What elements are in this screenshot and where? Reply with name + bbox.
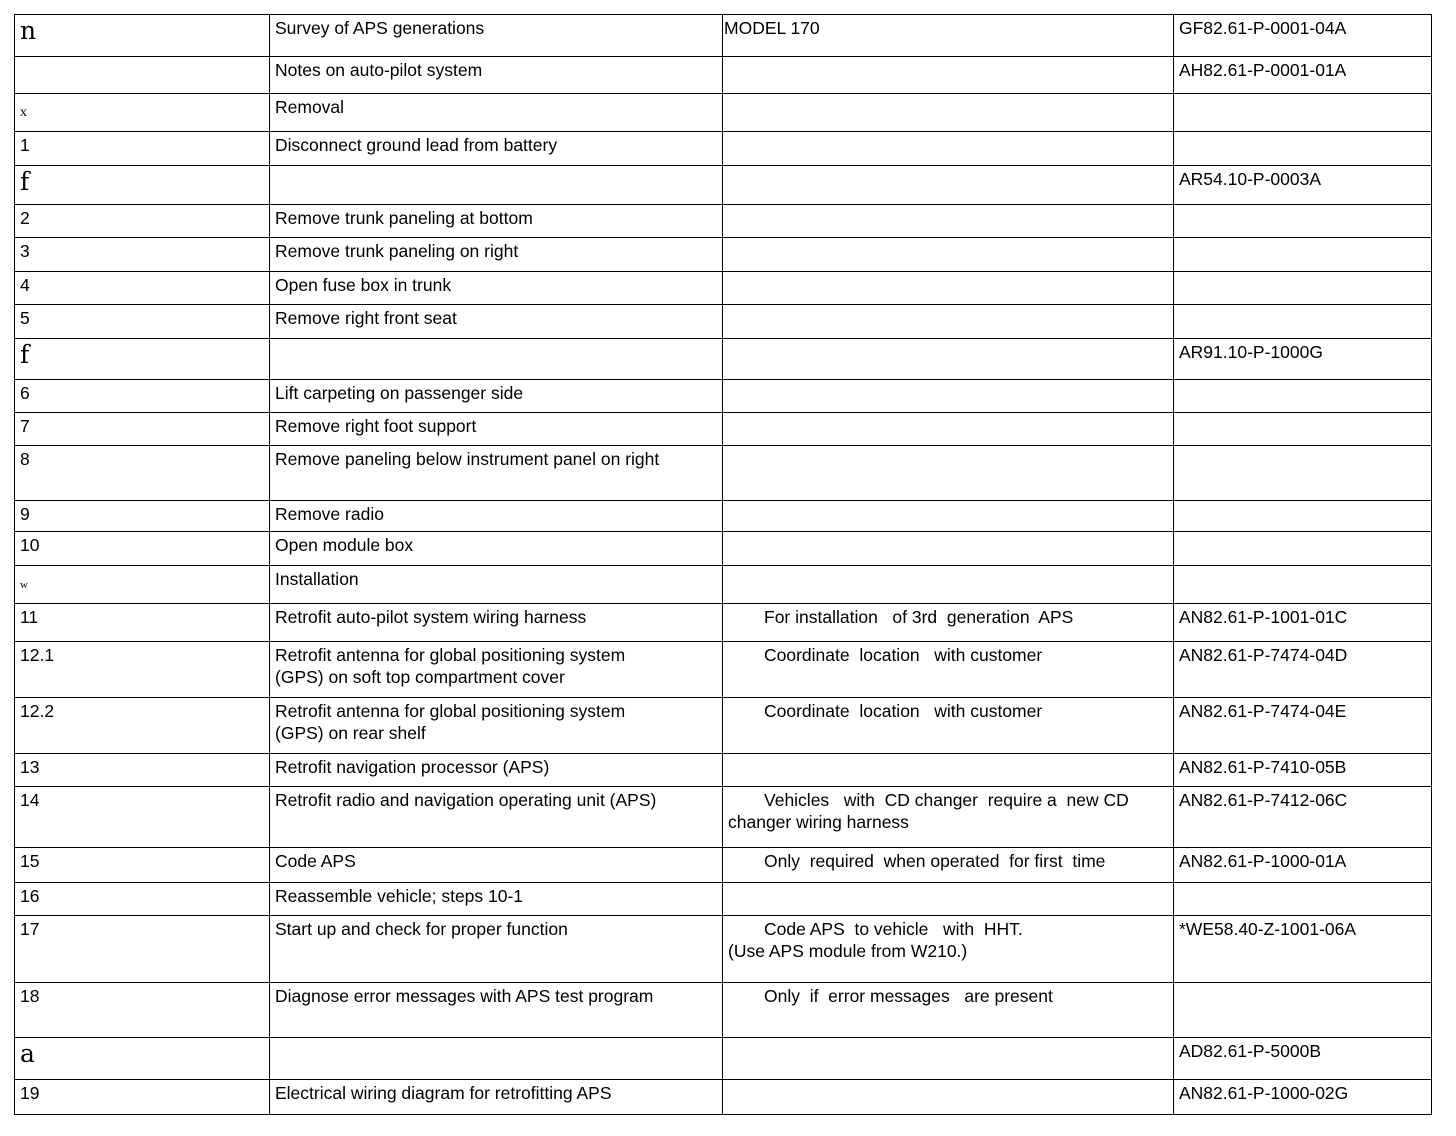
step-cell xyxy=(15,57,270,94)
step-label: f xyxy=(20,167,30,196)
instruction-cell xyxy=(270,205,723,238)
table-row xyxy=(15,1080,1432,1115)
step-label: 18 xyxy=(20,986,40,1006)
reference-cell xyxy=(1174,94,1432,132)
reference-code: AN82.61-P-7410-05B xyxy=(1179,757,1347,777)
instruction-cell xyxy=(270,532,723,566)
note-text: Vehicles with CD changer require a new CD changer wiring harness xyxy=(728,790,1134,832)
step-cell xyxy=(15,1080,270,1115)
instruction-cell xyxy=(270,916,723,983)
table-row xyxy=(15,132,1432,166)
table-row xyxy=(15,642,1432,698)
reference-code: AN82.61-P-7474-04D xyxy=(1179,645,1348,665)
instruction-text: Retrofit radio and navigation operating unit (APS) xyxy=(275,790,657,810)
instruction-text: Diagnose error messages with APS test program xyxy=(275,986,654,1006)
step-label: 6 xyxy=(20,383,30,403)
reference-code: AN82.61-P-1001-01C xyxy=(1179,607,1348,627)
instruction-cell xyxy=(270,604,723,642)
table-row xyxy=(15,238,1432,272)
table-row xyxy=(15,205,1432,238)
reference-cell xyxy=(1174,883,1432,916)
reference-cell xyxy=(1174,380,1432,413)
note-cell xyxy=(723,339,1174,380)
note-cell xyxy=(723,166,1174,205)
table-row xyxy=(15,305,1432,339)
table-row xyxy=(15,983,1432,1038)
reference-cell xyxy=(1174,166,1432,205)
instruction-cell xyxy=(270,339,723,380)
instruction-text: Disconnect ground lead from battery xyxy=(275,135,558,155)
table-row xyxy=(15,413,1432,446)
step-cell xyxy=(15,916,270,983)
instruction-text: Lift carpeting on passenger side xyxy=(275,383,524,403)
instruction-text: Retrofit auto-pilot system wiring harness xyxy=(275,607,587,627)
step-label: 10 xyxy=(20,535,40,555)
note-cell xyxy=(723,501,1174,532)
reference-code: AN82.61-P-7412-06C xyxy=(1179,790,1348,810)
note-cell xyxy=(723,642,1174,698)
step-label: 16 xyxy=(20,886,40,906)
instruction-text: Remove radio xyxy=(275,504,384,524)
note-cell xyxy=(723,532,1174,566)
note-text: MODEL 170 xyxy=(724,18,820,38)
table-row xyxy=(15,166,1432,205)
instruction-cell xyxy=(270,166,723,205)
note-text: Only required when operated for first time xyxy=(764,851,1106,871)
step-cell xyxy=(15,532,270,566)
instruction-cell xyxy=(270,883,723,916)
note-text-line2: (Use APS module from W210.) xyxy=(728,941,968,961)
instruction-cell xyxy=(270,380,723,413)
instruction-cell xyxy=(270,754,723,787)
table-row xyxy=(15,698,1432,754)
step-label: n xyxy=(20,16,37,45)
reference-cell xyxy=(1174,754,1432,787)
instruction-text: Open module box xyxy=(275,535,414,555)
step-cell xyxy=(15,166,270,205)
table-row xyxy=(15,94,1432,132)
note-cell xyxy=(723,604,1174,642)
note-cell xyxy=(723,566,1174,604)
note-cell xyxy=(723,132,1174,166)
instruction-cell xyxy=(270,15,723,57)
reference-cell xyxy=(1174,305,1432,339)
instruction-cell xyxy=(270,983,723,1038)
note-text: Coordinate location with customer xyxy=(764,701,1043,721)
step-label: 11 xyxy=(20,607,39,627)
note-cell xyxy=(723,983,1174,1038)
instruction-text: Remove right front seat xyxy=(275,308,457,328)
note-cell xyxy=(723,698,1174,754)
instruction-text: Installation xyxy=(275,569,359,589)
table-row xyxy=(15,501,1432,532)
table-row xyxy=(15,604,1432,642)
instruction-text: Reassemble vehicle; steps 10-1 xyxy=(275,886,524,906)
table-row xyxy=(15,883,1432,916)
instruction-text: Survey of APS generations xyxy=(275,18,485,38)
table-row xyxy=(15,380,1432,413)
reference-cell xyxy=(1174,566,1432,604)
step-label: 4 xyxy=(20,275,30,295)
instruction-text: Removal xyxy=(275,97,345,117)
step-cell xyxy=(15,15,270,57)
note-cell xyxy=(723,380,1174,413)
instruction-cell xyxy=(270,305,723,339)
step-cell xyxy=(15,566,270,604)
step-label: 12.2 xyxy=(20,701,55,721)
reference-code: AN82.61-P-1000-01A xyxy=(1179,851,1347,871)
step-label: x xyxy=(20,105,27,120)
note-cell xyxy=(723,1038,1174,1080)
reference-cell xyxy=(1174,698,1432,754)
note-text: Only if error messages are present xyxy=(764,986,1053,1006)
reference-code: *WE58.40-Z-1001-06A xyxy=(1179,919,1357,939)
instruction-text: Code APS xyxy=(275,851,356,871)
reference-code: AD82.61-P-5000B xyxy=(1179,1041,1322,1061)
note-cell xyxy=(723,94,1174,132)
note-cell xyxy=(723,754,1174,787)
step-cell xyxy=(15,94,270,132)
step-label: 15 xyxy=(20,851,40,871)
note-cell xyxy=(723,1080,1174,1115)
instruction-cell xyxy=(270,238,723,272)
instruction-text: Remove trunk paneling at bottom xyxy=(275,208,533,228)
reference-cell xyxy=(1174,532,1432,566)
instruction-cell xyxy=(270,566,723,604)
step-label: 13 xyxy=(20,757,40,777)
reference-cell xyxy=(1174,787,1432,848)
reference-cell xyxy=(1174,604,1432,642)
reference-cell xyxy=(1174,446,1432,501)
instruction-text: Electrical wiring diagram for retrofitting APS xyxy=(275,1083,612,1103)
step-label: 19 xyxy=(20,1083,40,1103)
instruction-text: Remove paneling below instrument panel on right xyxy=(275,449,660,469)
reference-cell xyxy=(1174,132,1432,166)
step-cell xyxy=(15,446,270,501)
step-label: 9 xyxy=(20,504,30,524)
step-cell xyxy=(15,205,270,238)
reference-cell xyxy=(1174,848,1432,883)
instruction-cell xyxy=(270,272,723,305)
step-label: 7 xyxy=(20,416,30,436)
step-cell xyxy=(15,380,270,413)
instruction-text: Retrofit antenna for global positioning system (GPS) on rear shelf xyxy=(275,701,626,743)
table-row xyxy=(15,848,1432,883)
step-label: f xyxy=(20,340,30,369)
note-text: Coordinate location with customer xyxy=(764,645,1043,665)
note-text: For installation of 3rd generation APS xyxy=(764,607,1074,627)
procedure-table-body xyxy=(15,15,1432,1115)
reference-cell xyxy=(1174,1038,1432,1080)
reference-cell xyxy=(1174,501,1432,532)
table-row xyxy=(15,1038,1432,1080)
table-row xyxy=(15,446,1432,501)
step-cell xyxy=(15,754,270,787)
table-row xyxy=(15,272,1432,305)
note-cell xyxy=(723,57,1174,94)
reference-cell xyxy=(1174,339,1432,380)
note-cell xyxy=(723,238,1174,272)
step-label: 3 xyxy=(20,241,30,261)
note-cell xyxy=(723,15,1174,57)
instruction-cell xyxy=(270,1080,723,1115)
instruction-text: Retrofit antenna for global positioning system (GPS) on soft top compartment cover xyxy=(275,645,626,687)
step-cell xyxy=(15,413,270,446)
note-cell xyxy=(723,205,1174,238)
note-cell xyxy=(723,413,1174,446)
step-label: 14 xyxy=(20,790,40,810)
step-cell xyxy=(15,642,270,698)
step-cell xyxy=(15,848,270,883)
step-label: 17 xyxy=(20,919,40,939)
step-cell xyxy=(15,132,270,166)
note-text: Code APS to vehicle with HHT. xyxy=(764,919,1023,939)
instruction-cell xyxy=(270,501,723,532)
step-cell xyxy=(15,698,270,754)
instruction-cell xyxy=(270,1038,723,1080)
instruction-text: Start up and check for proper function xyxy=(275,919,568,939)
instruction-cell xyxy=(270,446,723,501)
reference-cell xyxy=(1174,57,1432,94)
reference-cell xyxy=(1174,272,1432,305)
note-cell xyxy=(723,848,1174,883)
step-cell xyxy=(15,787,270,848)
reference-cell xyxy=(1174,15,1432,57)
reference-code: AH82.61-P-0001-01A xyxy=(1179,60,1347,80)
instruction-text: Remove right foot support xyxy=(275,416,477,436)
step-cell xyxy=(15,604,270,642)
instruction-cell xyxy=(270,132,723,166)
step-label: 5 xyxy=(20,308,30,328)
note-cell xyxy=(723,883,1174,916)
table-row xyxy=(15,916,1432,983)
note-cell xyxy=(723,305,1174,339)
procedure-table xyxy=(14,14,1432,1115)
reference-cell xyxy=(1174,238,1432,272)
reference-code: GF82.61-P-0001-04A xyxy=(1179,18,1347,38)
instruction-text: Notes on auto-pilot system xyxy=(275,60,483,80)
note-cell xyxy=(723,787,1174,848)
step-label: a xyxy=(20,1039,35,1068)
step-label: 2 xyxy=(20,208,30,228)
step-cell xyxy=(15,983,270,1038)
step-label: 1 xyxy=(20,135,30,155)
instruction-cell xyxy=(270,698,723,754)
step-label: w xyxy=(20,579,28,591)
table-row xyxy=(15,15,1432,57)
table-row xyxy=(15,339,1432,380)
reference-cell xyxy=(1174,916,1432,983)
step-label: 12.1 xyxy=(20,645,55,665)
table-row xyxy=(15,532,1432,566)
reference-code: AN82.61-P-7474-04E xyxy=(1179,701,1347,721)
note-cell xyxy=(723,272,1174,305)
reference-cell xyxy=(1174,413,1432,446)
instruction-text: Open fuse box in trunk xyxy=(275,275,452,295)
instruction-cell xyxy=(270,848,723,883)
reference-cell xyxy=(1174,983,1432,1038)
instruction-cell xyxy=(270,642,723,698)
reference-cell xyxy=(1174,642,1432,698)
step-cell xyxy=(15,272,270,305)
step-cell xyxy=(15,1038,270,1080)
reference-cell xyxy=(1174,205,1432,238)
step-cell xyxy=(15,883,270,916)
instruction-text: Retrofit navigation processor (APS) xyxy=(275,757,550,777)
table-row xyxy=(15,566,1432,604)
step-cell xyxy=(15,238,270,272)
instruction-cell xyxy=(270,94,723,132)
instruction-cell xyxy=(270,413,723,446)
table-row xyxy=(15,754,1432,787)
step-label: 8 xyxy=(20,449,30,469)
table-row xyxy=(15,787,1432,848)
instruction-text: Remove trunk paneling on right xyxy=(275,241,519,261)
step-cell xyxy=(15,339,270,380)
table-row xyxy=(15,57,1432,94)
instruction-cell xyxy=(270,57,723,94)
step-cell xyxy=(15,305,270,339)
reference-cell xyxy=(1174,1080,1432,1115)
reference-code: AR91.10-P-1000G xyxy=(1179,342,1323,362)
step-cell xyxy=(15,501,270,532)
note-cell xyxy=(723,446,1174,501)
reference-code: AN82.61-P-1000-02G xyxy=(1179,1083,1349,1103)
instruction-cell xyxy=(270,787,723,848)
reference-code: AR54.10-P-0003A xyxy=(1179,169,1322,189)
note-cell xyxy=(723,916,1174,983)
